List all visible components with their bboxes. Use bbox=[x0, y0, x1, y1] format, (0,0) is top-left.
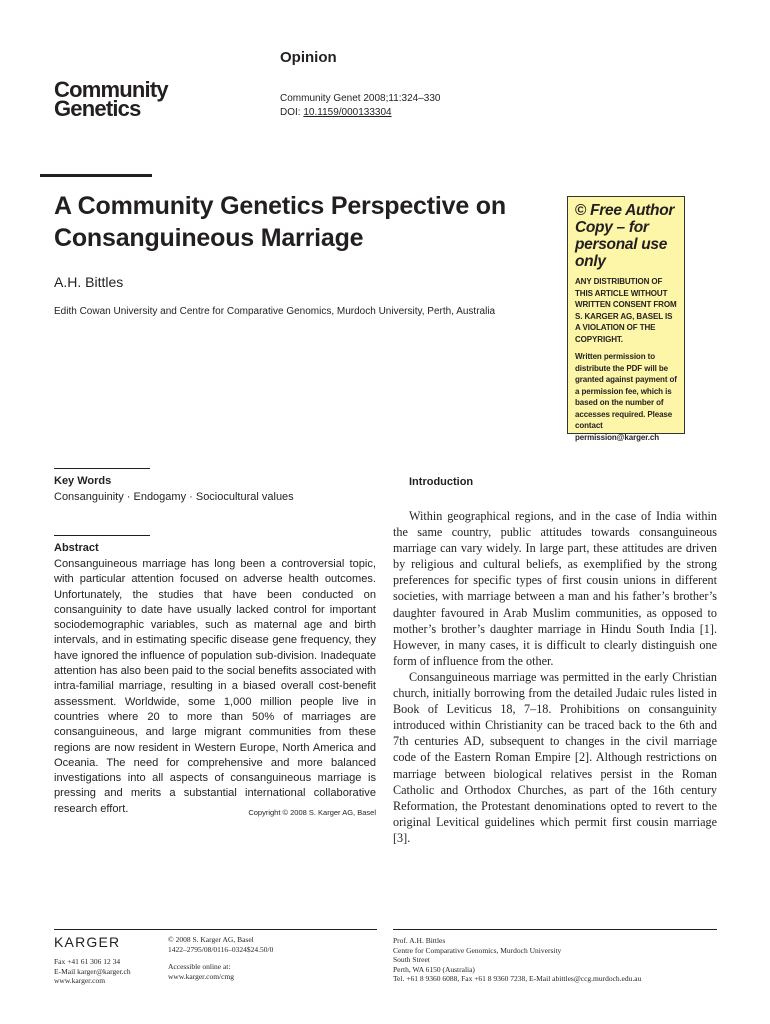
journal-logo bbox=[54, 77, 168, 121]
abstract-copyright: Copyright © 2008 S. Karger AG, Basel bbox=[248, 807, 376, 817]
publisher-logo: KARGER bbox=[54, 934, 121, 950]
keywords-rule bbox=[54, 468, 150, 469]
logo-line-2: Genetics bbox=[54, 96, 141, 121]
publisher-contact bbox=[54, 957, 131, 986]
doi-label: DOI: bbox=[280, 107, 304, 118]
corr-institution: Centre for Comparative Genomics, Murdoch University bbox=[393, 945, 562, 955]
footer-rule-right bbox=[393, 929, 717, 930]
copyright-icon: © bbox=[575, 202, 587, 219]
section-label: Opinion bbox=[280, 49, 337, 66]
introduction-heading: Introduction bbox=[409, 476, 474, 488]
doi-line bbox=[280, 106, 440, 120]
header-rule bbox=[40, 174, 152, 177]
intro-paragraph-1: Within geographical regions, and in the case of India within the same country, public attitudes towards consanguineous marriage can vary widely. In large part, these attitudes are driven by religious and cultural beliefs, as exemplified by the strong preferences for specific types of first cousin unions in different societies, with marriage between a man and his father’s brother’s daughter favoured in Arab Muslim communities, as opposed to mother’s brother’s daughter marriage in Hindu South India [1]. However, in many cases, it is difficult to clearly distinguish one form of influence from the other. bbox=[393, 509, 717, 668]
corr-name: Prof. A.H. Bittles bbox=[393, 936, 446, 945]
introduction-body bbox=[393, 508, 717, 846]
publication-info bbox=[168, 935, 273, 981]
footer-copyright: © 2008 S. Karger AG, Basel bbox=[168, 935, 254, 944]
logo-line-1: Community bbox=[54, 77, 168, 102]
article-title: A Community Genetics Perspective on Consanguineous Marriage bbox=[54, 192, 506, 252]
online-label: Accessible online at: bbox=[168, 962, 231, 971]
notice-heading-text: Free Author Copy – for personal use only bbox=[575, 202, 675, 270]
publisher-email[interactable]: E-Mail karger@karger.ch bbox=[54, 966, 131, 976]
intro-paragraph-2: Consanguineous marriage was permitted in the early Christian church, initially borrowing from the detailed Judaic rules listed in Book of Leviticus 18, 7–18. Prohibitions on consanguinity introduced within Christianity can be traced back to the 6th and 7th centuries AD, subsequent to changes in the civil marriage code of the Eastern Roman Empire [2]. Although restrictions on marriage between biological relatives persist in the Roman Catholic and Orthodox Churches, as part of the 16th century Reformation, the Protestant denominations opted to revert to the original Levitical guidelines which permit first cousin marriage [3]. bbox=[393, 669, 717, 845]
notice-permission: Written permission to distribute the PDF will be granted against payment of a permission fee, which is based on the number of accesses required. Please contact permission@karger.ch bbox=[575, 352, 677, 442]
free-copy-notice bbox=[567, 196, 685, 442]
publisher-fax: Fax +41 61 306 12 34 bbox=[54, 957, 121, 966]
citation: Community Genet 2008;11:324–330 bbox=[280, 93, 441, 104]
author-affiliation: Edith Cowan University and Centre for Comparative Genomics, Murdoch University, Perth, Australia bbox=[54, 306, 496, 317]
abstract-text: Consanguineous marriage has long been a controversial topic, with particular attention focused on adverse health outcomes. Unfortunately, the studies that have been conducted on consanguinity to date have usually lacked control for important sociodemographic variables, such as maternal age and birth intervals, and in estimating specific disease gene frequency, they have ignored the influence of population sub-division. Inadequate attention has also been paid to the social benefits associated with intra-familial marriage, resulting in a biased overall cost-benefit assessment. Worldwide, some 1,000 million people live in countries where 20 to more than 50% of marriages are consanguineous, and large migrant communities from these regions are now resident in Western Europe, North America and Oceania. The need for comprehensive and more balanced investigations into all aspects of consanguineous marriage is pressing and merits a substantial international collaborative research effort. bbox=[54, 558, 376, 815]
author-name: A.H. Bittles bbox=[54, 274, 124, 290]
citation-block bbox=[280, 92, 440, 120]
keywords-heading: Key Words bbox=[54, 475, 112, 487]
abstract-body bbox=[54, 557, 376, 820]
abstract-heading: Abstract bbox=[54, 542, 99, 554]
corr-city: Perth, WA 6150 (Australia) bbox=[393, 964, 475, 974]
corr-contact: Tel. +61 8 9360 6088, Fax +61 8 9360 7238, E-Mail abittles@ccg.murdoch.edu.au bbox=[393, 974, 642, 983]
correspondence-address bbox=[393, 936, 641, 984]
doi-link[interactable]: 10.1159/000133304 bbox=[303, 107, 392, 118]
keywords-list: Consanguinity · Endogamy · Sociocultural values bbox=[54, 491, 294, 503]
footer-issn: 1422–2795/08/0116–0324$24.50/0 bbox=[168, 944, 274, 954]
notice-warning: ANY DISTRIBUTION OF THIS ARTICLE WITHOUT WRITTEN CONSENT FROM S. KARGER AG, BASEL IS A VIOLATION OF THE COPYRIGHT. bbox=[575, 277, 677, 344]
footer-rule-left bbox=[54, 929, 377, 930]
notice-heading bbox=[575, 202, 677, 270]
corr-street: South Street bbox=[393, 955, 430, 964]
online-url[interactable]: www.karger.com/cmg bbox=[168, 971, 235, 981]
abstract-rule bbox=[54, 535, 150, 536]
publisher-website[interactable]: www.karger.com bbox=[54, 976, 106, 985]
